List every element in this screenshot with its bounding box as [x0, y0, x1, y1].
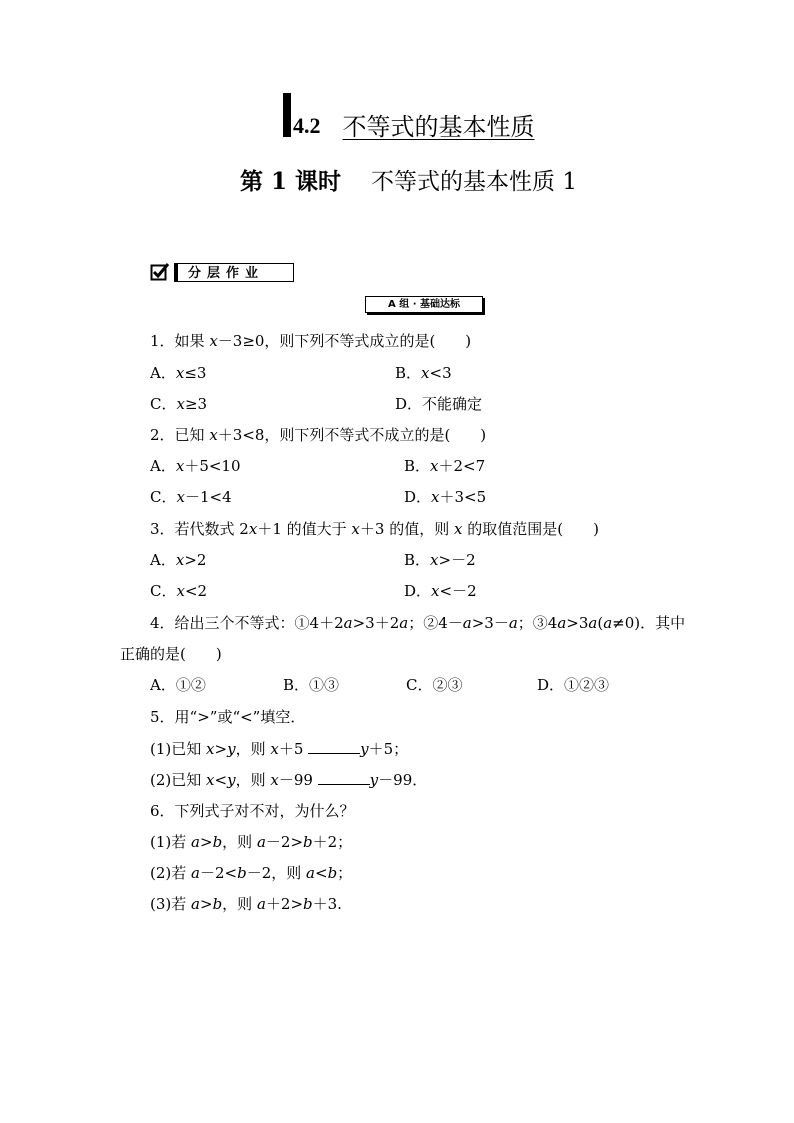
question-2-option-b: [404, 457, 485, 475]
text: (3)若: [150, 895, 192, 913]
text: ＋2>: [265, 895, 304, 913]
var: a: [603, 614, 613, 632]
var: x: [176, 395, 185, 413]
question-3-option-d: [404, 582, 477, 600]
text: ＋1 的值大于: [257, 520, 352, 538]
lesson-topic: 不等式的基本性质 1: [371, 169, 577, 195]
var: x: [175, 457, 185, 475]
label: C．: [150, 582, 177, 600]
label: B．: [404, 551, 431, 569]
var: a: [191, 895, 200, 913]
label: A．: [150, 551, 176, 569]
var: y: [360, 740, 369, 758]
var: b: [237, 864, 247, 882]
text: ≤3: [184, 364, 207, 382]
text: <2: [184, 582, 208, 600]
question-4-stem-continued: 正确的是( ): [120, 645, 222, 663]
question-1-option-c: [150, 395, 207, 413]
question-6-part-1: [150, 833, 352, 851]
var: a: [191, 864, 200, 882]
text: ，则: [235, 740, 271, 758]
var: x: [270, 771, 279, 789]
question-5-stem: 5．用“>”或“<”填空．: [150, 708, 306, 726]
var: x: [206, 740, 215, 758]
label: A．: [150, 364, 176, 382]
text: 的取值范围是( ): [462, 520, 599, 538]
label: D．: [404, 488, 432, 506]
text: <－2: [439, 582, 477, 600]
text: ＋3.: [312, 895, 342, 913]
var: y: [227, 771, 236, 789]
question-6-part-2: [150, 864, 352, 882]
question-3-stem: [150, 520, 599, 538]
text: >: [199, 833, 213, 851]
text: >－2: [438, 551, 476, 569]
question-3-option-b: [404, 551, 476, 569]
question-3-option-a: [150, 551, 206, 569]
layer-label: 分层作业: [174, 263, 294, 282]
question-5-part-2: [150, 770, 427, 789]
text: (2)若: [150, 864, 192, 882]
text: －2，则: [246, 864, 307, 882]
question-2-option-c: [150, 488, 232, 506]
text: (: [597, 614, 604, 632]
var: y: [227, 740, 236, 758]
var: a: [343, 614, 353, 632]
var: x: [209, 332, 218, 350]
text: ＋2<7: [438, 457, 486, 475]
question-1-option-a: [150, 364, 206, 382]
var: a: [306, 864, 315, 882]
var: a: [557, 614, 567, 632]
question-2-option-a: [150, 457, 241, 475]
var: a: [508, 614, 518, 632]
section-header: [283, 93, 535, 139]
text: ，则: [235, 771, 271, 789]
var: x: [248, 520, 258, 538]
text: －2<: [199, 864, 238, 882]
question-3-option-c: [150, 582, 207, 600]
question-4-option-c: C．②③: [406, 676, 463, 694]
text: ＋3<8，则下列不等式不成立的是( ): [217, 426, 487, 444]
var: b: [212, 895, 223, 913]
var: x: [453, 520, 463, 538]
text: ＋5<10: [184, 457, 241, 475]
text: (1)若: [150, 833, 192, 851]
text: －99．: [378, 771, 428, 789]
var: a: [256, 833, 266, 851]
question-2-stem: [150, 426, 486, 444]
label: D．: [404, 582, 432, 600]
var: x: [270, 740, 279, 758]
text: ；③4: [517, 614, 558, 632]
text: ≠0)．其中: [612, 614, 686, 632]
answer-blank[interactable]: [308, 739, 360, 754]
text: －99: [278, 771, 318, 789]
question-4-stem: [150, 614, 685, 632]
var: x: [431, 488, 440, 506]
title-bar-decoration: [283, 93, 291, 137]
var: y: [369, 771, 379, 789]
text: ＋5；: [368, 740, 409, 758]
var: a: [399, 614, 409, 632]
text: ；: [337, 864, 353, 882]
var: b: [303, 895, 313, 913]
var: b: [212, 833, 223, 851]
text: ＋5: [278, 740, 309, 758]
question-1-stem: [150, 332, 471, 350]
text: 3．若代数式 2: [150, 520, 249, 538]
question-1-option-d: D．不能确定: [395, 395, 483, 413]
text: >3＋2: [352, 614, 400, 632]
lesson-label: 第 1 课时: [240, 168, 342, 195]
text: >3: [566, 614, 589, 632]
var: x: [176, 582, 185, 600]
var: x: [431, 582, 440, 600]
text: >3－: [471, 614, 509, 632]
var: b: [303, 833, 313, 851]
text: ＋3<5: [439, 488, 487, 506]
label: B．: [404, 457, 431, 475]
question-4-option-d: D．①②③: [537, 676, 610, 694]
text: －2>: [265, 833, 304, 851]
text: >: [199, 895, 213, 913]
text: ，则: [222, 895, 257, 913]
question-6-stem: 6．下列式子对不对，为什么？: [150, 802, 355, 820]
text: >2: [184, 551, 207, 569]
var: x: [430, 551, 439, 569]
var: x: [176, 488, 185, 506]
text: >: [214, 740, 228, 758]
var: x: [351, 520, 360, 538]
text: ≥3: [184, 395, 208, 413]
label: B．: [395, 364, 422, 382]
var: x: [175, 364, 185, 382]
text: ，则: [222, 833, 257, 851]
text: (1)已知: [150, 740, 207, 758]
text: <: [214, 771, 228, 789]
text: 1．如果: [150, 332, 210, 350]
lesson-title: [240, 170, 577, 194]
text: ＋3 的值，则: [359, 520, 454, 538]
text: 2．已知: [150, 426, 210, 444]
text: <: [314, 864, 328, 882]
var: a: [191, 833, 200, 851]
var: b: [327, 864, 338, 882]
text: 4．给出三个不等式：①4＋2: [150, 614, 344, 632]
question-6-part-3: [150, 895, 342, 913]
group-badge: A 组 · 基础达标: [365, 296, 483, 313]
label: C．: [150, 488, 177, 506]
question-4-option-b: B．①③: [283, 676, 340, 694]
text: －1<4: [184, 488, 232, 506]
question-5-part-1: [150, 739, 408, 758]
var: a: [588, 614, 598, 632]
var: x: [206, 771, 215, 789]
text: ＋2；: [312, 833, 353, 851]
text: －3≥0，则下列不等式成立的是( ): [217, 332, 472, 350]
layer-heading: [150, 262, 294, 282]
var: a: [256, 895, 266, 913]
label: C．: [150, 395, 177, 413]
answer-blank[interactable]: [318, 770, 370, 785]
var: x: [430, 457, 439, 475]
question-1-option-b: [395, 364, 452, 382]
section-number: 4.2: [293, 113, 321, 138]
var: a: [462, 614, 472, 632]
var: x: [175, 551, 185, 569]
text: <3: [429, 364, 452, 382]
section-title: 不等式的基本性质: [342, 113, 535, 141]
var: x: [209, 426, 218, 444]
question-4-option-a: A．①②: [150, 676, 206, 694]
var: x: [421, 364, 430, 382]
text: ；②4－: [408, 614, 463, 632]
label: A．: [150, 457, 176, 475]
question-2-option-d: [404, 488, 486, 506]
text: (2)已知: [150, 771, 207, 789]
checkbox-checked-icon: [150, 262, 170, 282]
